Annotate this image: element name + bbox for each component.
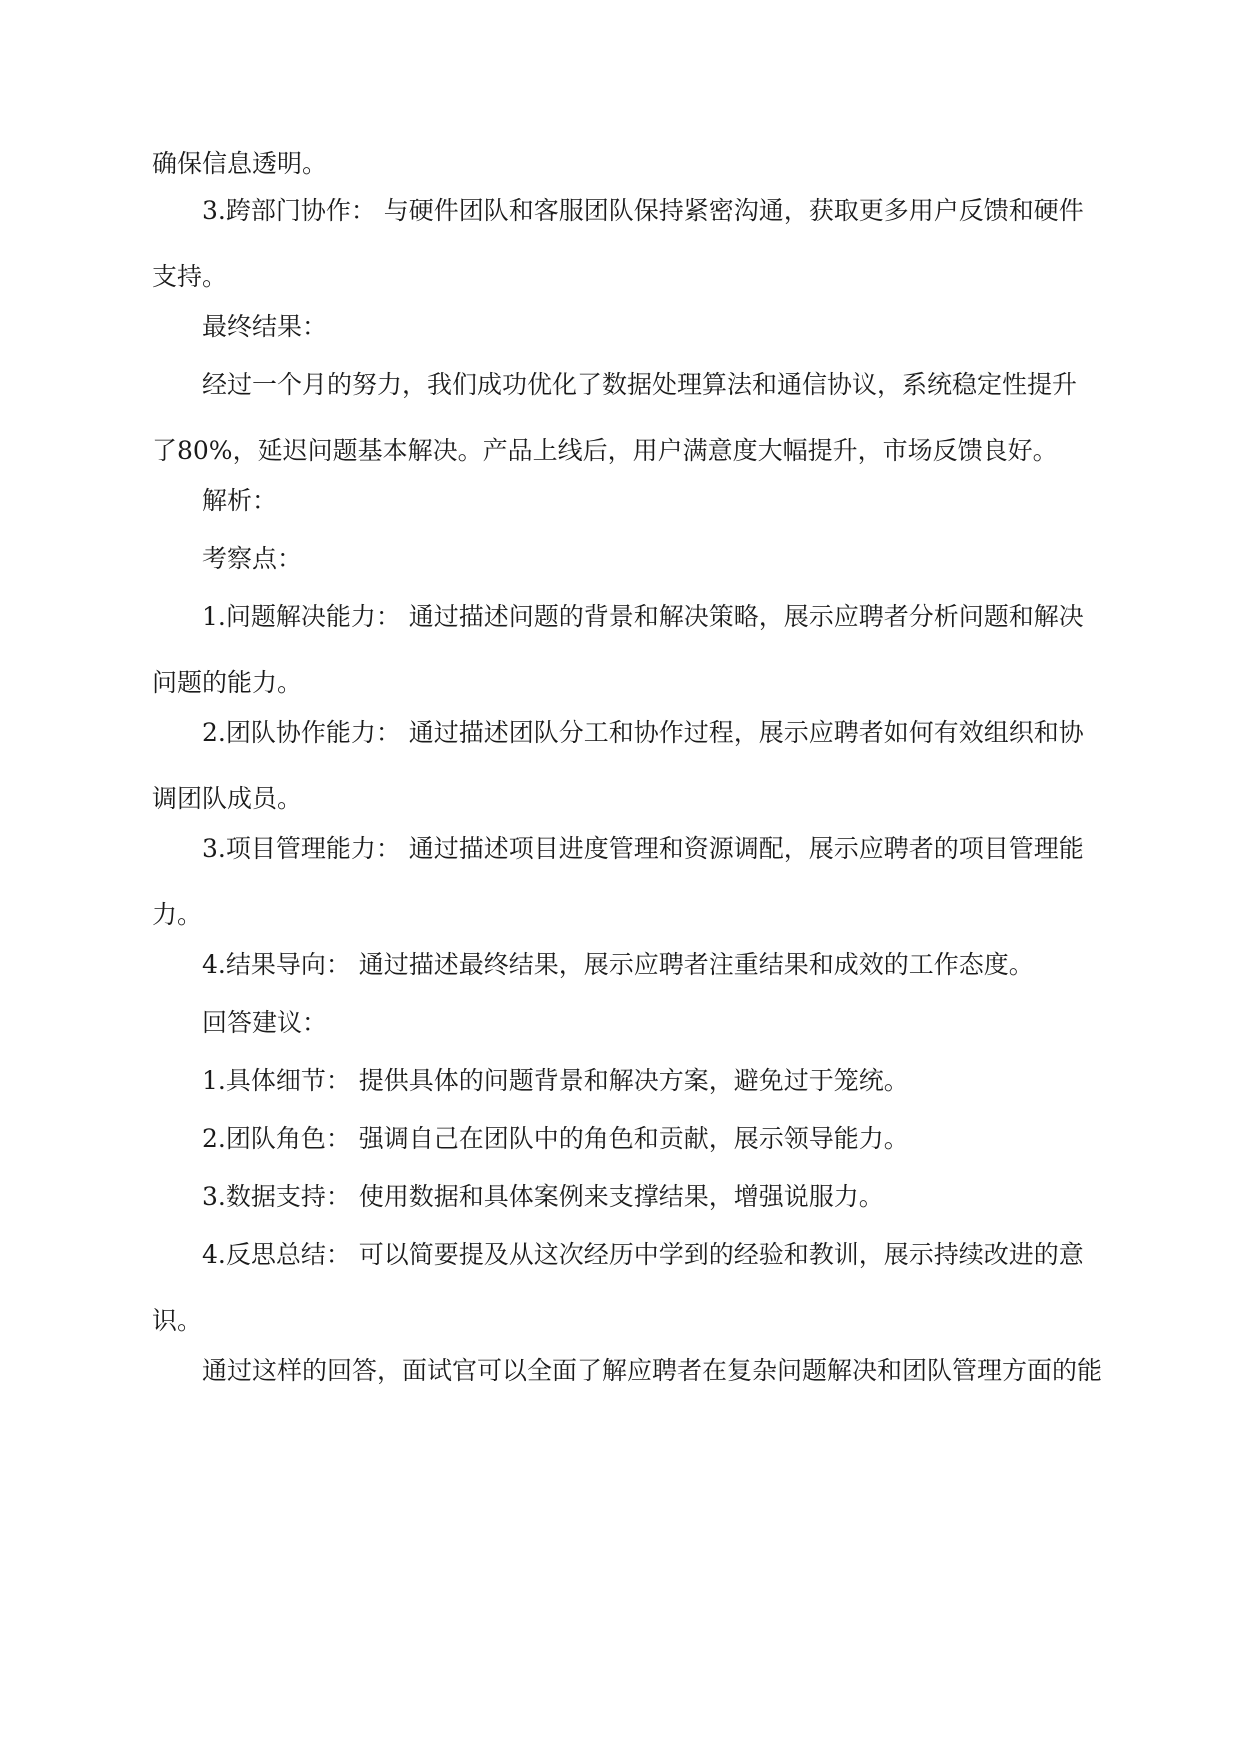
paragraph-final-result: 经过一个月的努力，我们成功优化了数据处理算法和通信协议，系统稳定性提升了80%，延迟问题基本解决。产品上线后，用户满意度大幅提升，市场反馈良好。 <box>152 370 1078 465</box>
paragraph-point-1: 1.问题解决能力： 通过描述问题的背景和解决策略，展示应聘者分析问题和解决问题的能力。 <box>152 602 1084 697</box>
paragraph-suggestion-4: 4.反思总结： 可以简要提及从这次经历中学到的经验和教训，展示持续改进的意识。 <box>152 1240 1084 1335</box>
paragraph-point-2: 2.团队协作能力： 通过描述团队分工和协作过程，展示应聘者如何有效组织和协调团队成员。 <box>152 718 1084 813</box>
heading-assessment-points: 考察点： <box>202 544 303 573</box>
paragraph-cross-department: 3.跨部门协作： 与硬件团队和客服团队保持紧密沟通，获取更多用户反馈和硬件支持。 <box>152 196 1084 291</box>
paragraph-suggestion-3: 3.数据支持： 使用数据和具体案例来支撑结果，增强说服力。 <box>202 1182 884 1211</box>
paragraph-point-4: 4.结果导向： 通过描述最终结果，展示应聘者注重结果和成效的工作态度。 <box>202 950 1034 979</box>
paragraph-point-3: 3.项目管理能力： 通过描述项目进度管理和资源调配，展示应聘者的项目管理能力。 <box>152 834 1084 929</box>
heading-answer-suggestions: 回答建议： <box>202 1008 328 1037</box>
heading-final-result: 最终结果： <box>202 312 328 341</box>
paragraph-suggestion-1: 1.具体细节： 提供具体的问题背景和解决方案，避免过于笼统。 <box>202 1066 909 1095</box>
heading-analysis: 解析： <box>202 486 278 515</box>
paragraph-closing: 通过这样的回答，面试官可以全面了解应聘者在复杂问题解决和团队管理方面的能 <box>202 1356 1103 1385</box>
paragraph-continuation: 确保信息透明。 <box>152 149 328 178</box>
paragraph-suggestion-2: 2.团队角色： 强调自己在团队中的角色和贡献，展示领导能力。 <box>202 1124 909 1153</box>
